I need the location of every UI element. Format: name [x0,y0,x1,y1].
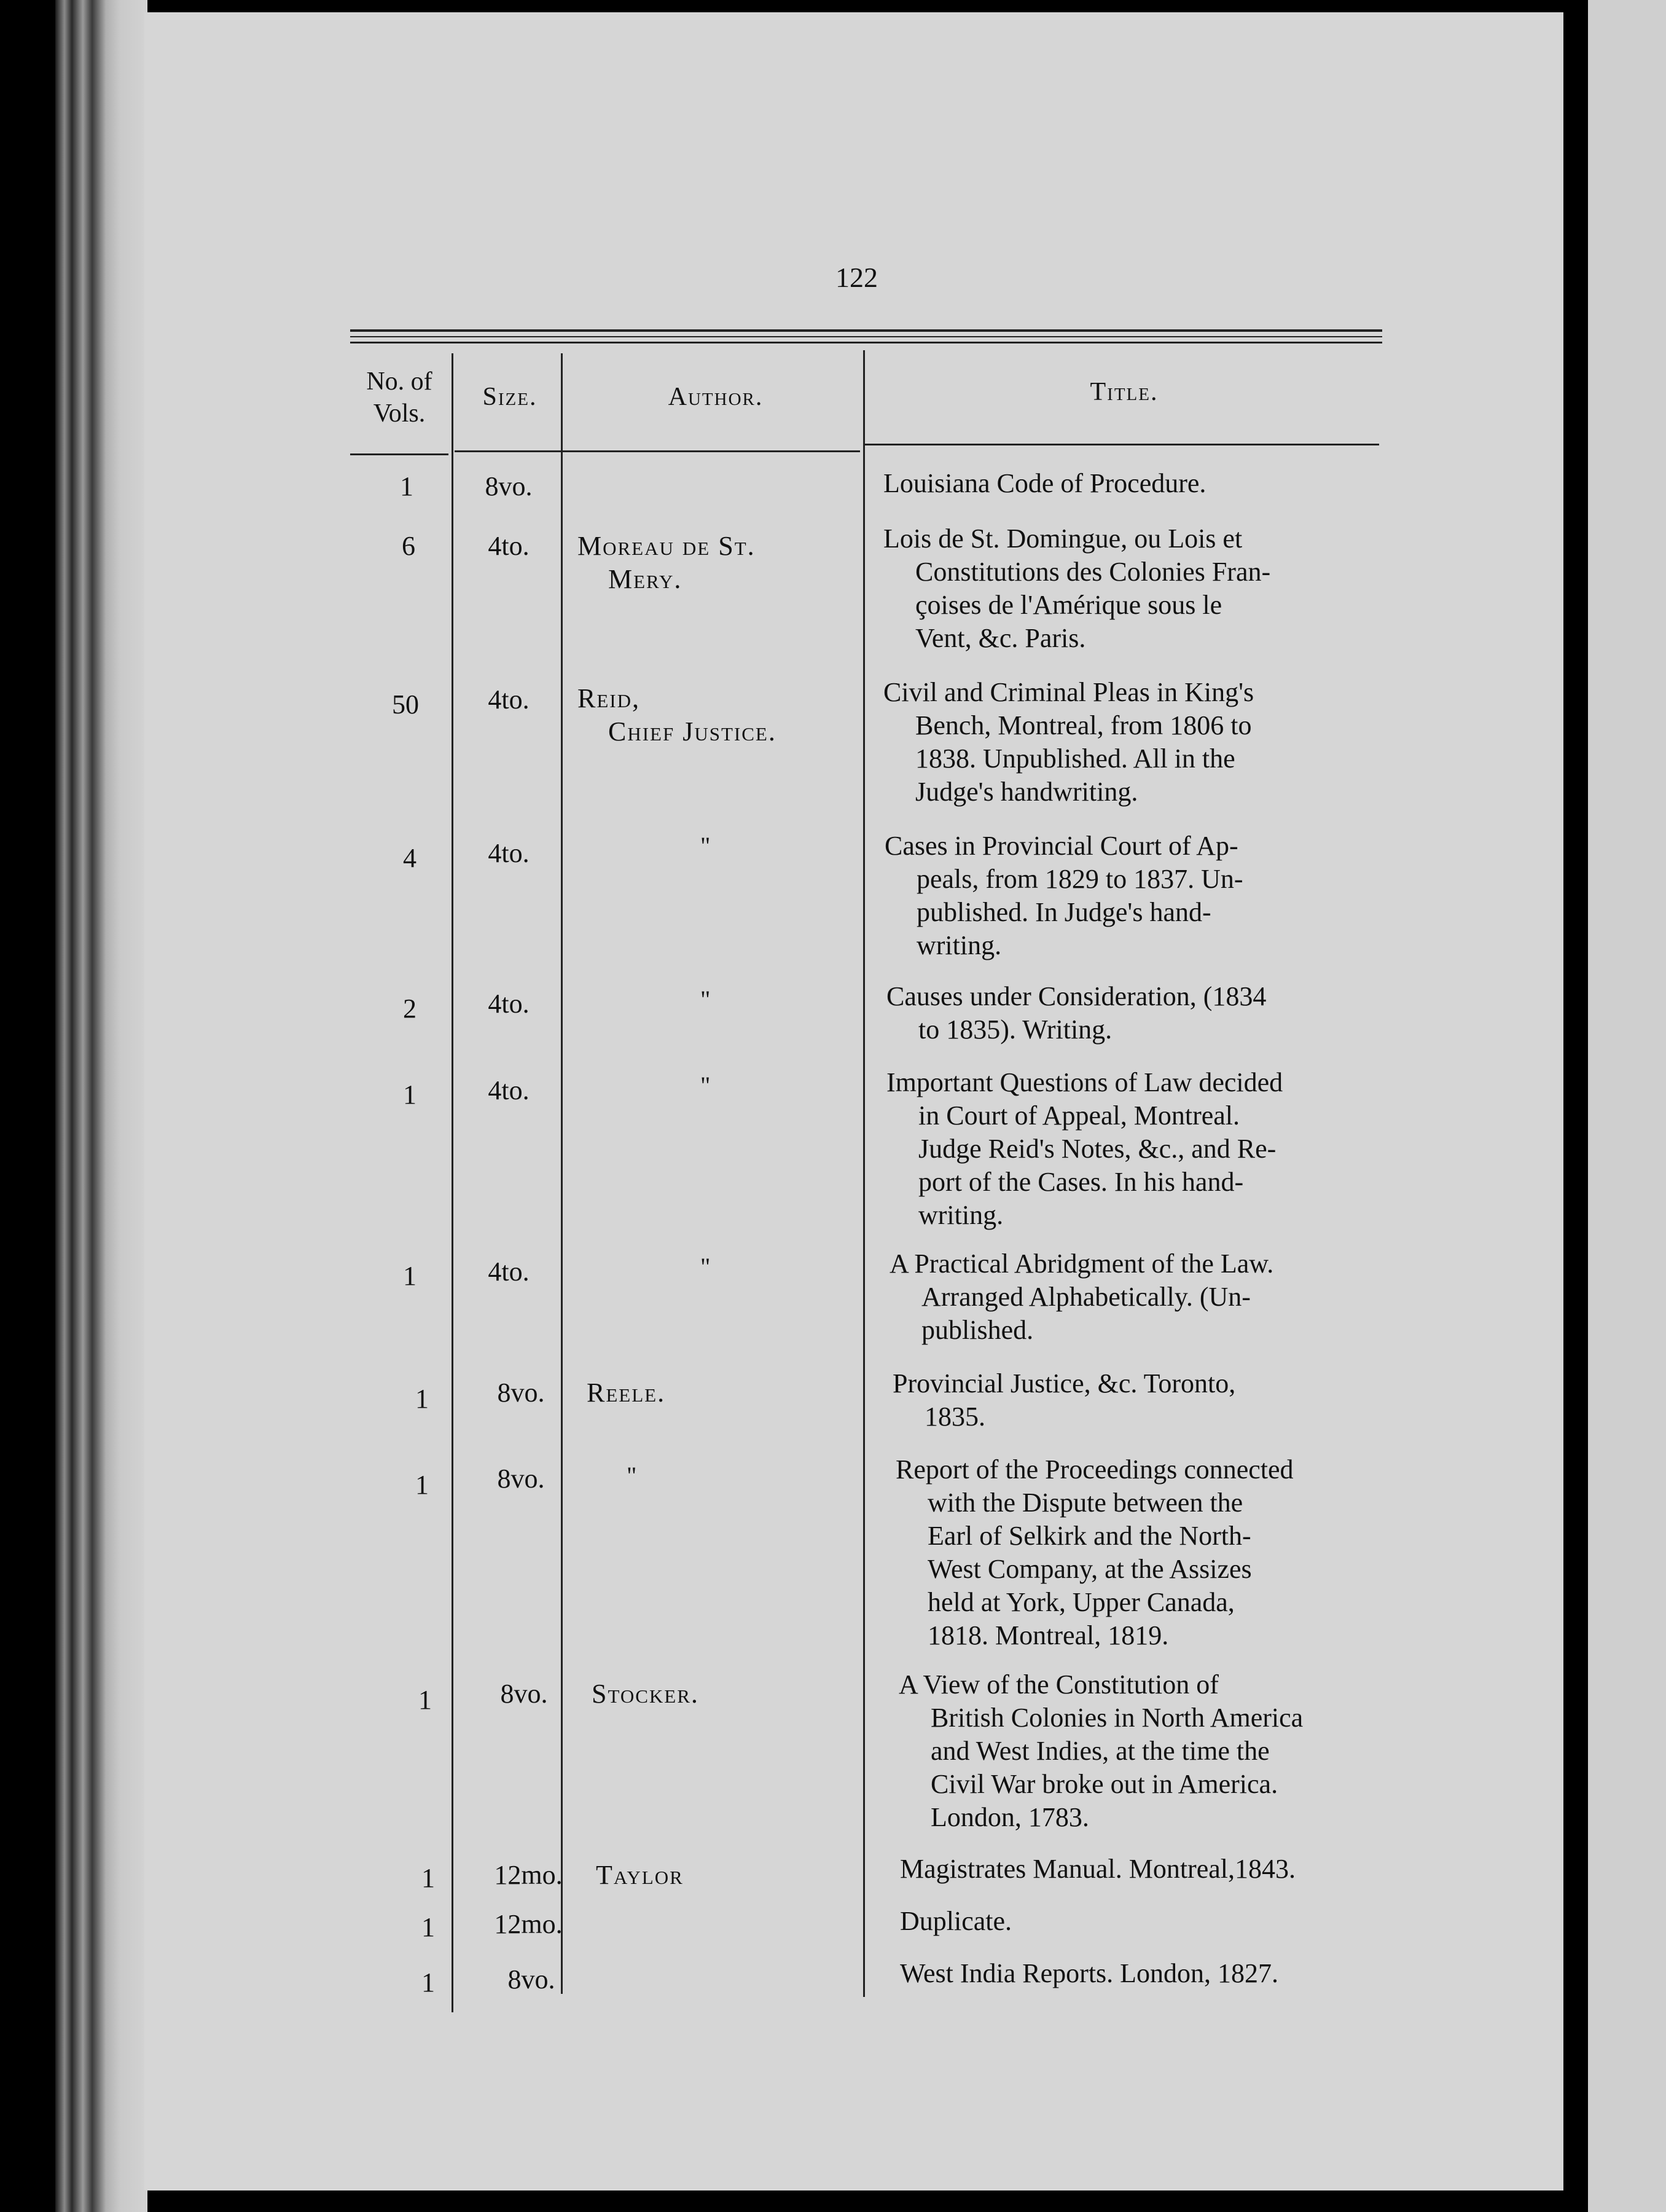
title-line: writing. [918,1200,1004,1230]
title-line: A View of the Constitution of [899,1669,1219,1700]
size-cell: 8vo. [497,1464,545,1494]
title-line: Judge Reid's Notes, &c., and Re- [918,1134,1277,1164]
vols-cell: 1 [415,1384,429,1414]
title-line: and West Indies, at the time the [931,1736,1270,1766]
facing-page-edge [1588,0,1666,2212]
header-author: Author. [668,383,764,411]
title-line: Constitutions des Colonies Fran- [915,557,1271,587]
title-cell [893,1367,1433,1433]
size-cell: 8vo. [485,471,533,501]
title-line: West India Reports. London, 1827. [900,1958,1279,1988]
author-cell: Stocker. [592,1679,699,1709]
title-line: Important Questions of Law decided [886,1067,1283,1097]
header-rule [350,329,1382,332]
title-line: Report of the Proceedings connected [896,1454,1294,1484]
size-cell: 4to. [488,989,530,1019]
vols-cell: 1 [415,1470,429,1500]
size-cell: 8vo. [507,1964,555,1994]
author-cell: Reele. [587,1378,666,1408]
title-line: London, 1783. [931,1802,1089,1832]
title-line: Earl of Selkirk and the North- [928,1521,1251,1551]
size-cell: 12mo. [494,1909,563,1939]
title-line: held at York, Upper Canada, [928,1587,1235,1617]
title-line: Provincial Justice, &c. Toronto, [893,1368,1236,1398]
title-cell [886,1066,1427,1232]
author-name-cont: Chief Justice. [608,716,776,747]
ditto-mark: " [700,986,712,1013]
author-name: Moreau de St. [577,531,756,561]
title-cell [899,1668,1439,1834]
title-cell [883,676,1424,809]
vols-cell: 1 [400,471,413,501]
title-line: Cases in Provincial Court of Ap- [885,831,1238,861]
title-line: writing. [917,930,1002,960]
header-vols: No. of Vols. [366,367,432,428]
column-divider [452,353,453,2012]
vols-cell: 50 [392,689,419,720]
column-divider [863,350,865,1997]
ditto-mark: " [700,832,712,860]
title-cell [885,830,1425,962]
author-cell [577,682,776,748]
title-line: Vent, &c. Paris. [915,623,1086,653]
title-line: A Practical Abridgment of the Law. [890,1249,1274,1279]
title-line: West Company, at the Assizes [928,1554,1252,1584]
vols-cell: 1 [418,1685,432,1715]
size-cell: 4to. [488,838,530,868]
ditto-mark: " [700,1253,712,1281]
header-rule [350,336,1382,337]
title-line: with the Dispute between the [928,1488,1243,1518]
title-line: 1838. Unpublished. All in the [915,743,1235,774]
header-underline [863,444,1379,445]
title-cell [883,467,1424,500]
author-cell: Taylor [596,1860,684,1890]
title-line: peals, from 1829 to 1837. Un- [917,864,1243,894]
vols-cell: 1 [421,1912,435,1942]
ditto-mark: " [627,1462,638,1489]
size-cell: 4to. [488,684,530,715]
size-cell: 4to. [488,1257,530,1287]
title-line: 1818. Montreal, 1819. [928,1620,1169,1650]
size-cell: 8vo. [497,1378,545,1408]
vols-cell: 1 [421,1863,435,1893]
title-line: published. [921,1315,1034,1345]
title-cell [883,522,1424,655]
title-cell [900,1905,1441,1938]
size-cell: 12mo. [494,1860,563,1890]
column-divider [561,353,563,1994]
title-line: Bench, Montreal, from 1806 to [915,710,1252,740]
title-cell [900,1957,1441,1990]
header-underline [350,453,448,455]
ditto-mark: " [700,1072,712,1099]
vols-cell: 4 [403,843,416,873]
vols-cell: 6 [402,531,415,561]
vols-cell: 1 [403,1080,416,1110]
author-name-cont: Mery. [608,564,682,594]
title-line: Causes under Consideration, (1834 [886,981,1267,1011]
header-rule [350,342,1382,343]
header-title: Title. [1090,378,1159,406]
author-name: Reid, [577,683,640,713]
title-line: in Court of Appeal, Montreal. [918,1100,1240,1131]
title-line: Civil War broke out in America. [931,1769,1278,1799]
title-line: 1835. [925,1402,985,1432]
title-line: Magistrates Manual. Montreal,1843. [900,1854,1296,1884]
title-cell [896,1453,1436,1652]
title-cell [886,980,1427,1046]
size-cell: 4to. [488,1075,530,1105]
title-line: Civil and Criminal Pleas in King's [883,677,1254,707]
title-line: Duplicate. [900,1906,1012,1936]
title-cell [900,1853,1441,1886]
author-cell [577,530,756,596]
page-number: 122 [835,262,878,293]
title-line: Judge's handwriting. [915,777,1138,807]
header-size: Size. [482,383,538,411]
title-line: British Colonies in North America [931,1703,1304,1733]
vols-cell: 1 [421,1967,435,1998]
title-line: Arranged Alphabetically. (Un- [921,1282,1251,1312]
title-line: çoises de l'Amérique sous le [915,590,1222,620]
title-line: Louisiana Code of Procedure. [883,468,1206,498]
vols-cell: 1 [403,1261,416,1291]
gutter-shadow [1563,25,1588,2212]
vols-cell: 2 [403,994,416,1024]
header-underline [455,450,860,452]
size-cell: 8vo. [500,1679,548,1709]
size-cell: 4to. [488,531,530,561]
book-page-edges [55,0,147,2212]
title-cell [890,1247,1430,1347]
title-line: to 1835). Writing. [918,1014,1113,1045]
title-line: published. In Judge's hand- [917,897,1211,927]
title-line: port of the Cases. In his hand- [918,1167,1244,1197]
title-line: Lois de St. Domingue, ou Lois et [883,524,1243,554]
